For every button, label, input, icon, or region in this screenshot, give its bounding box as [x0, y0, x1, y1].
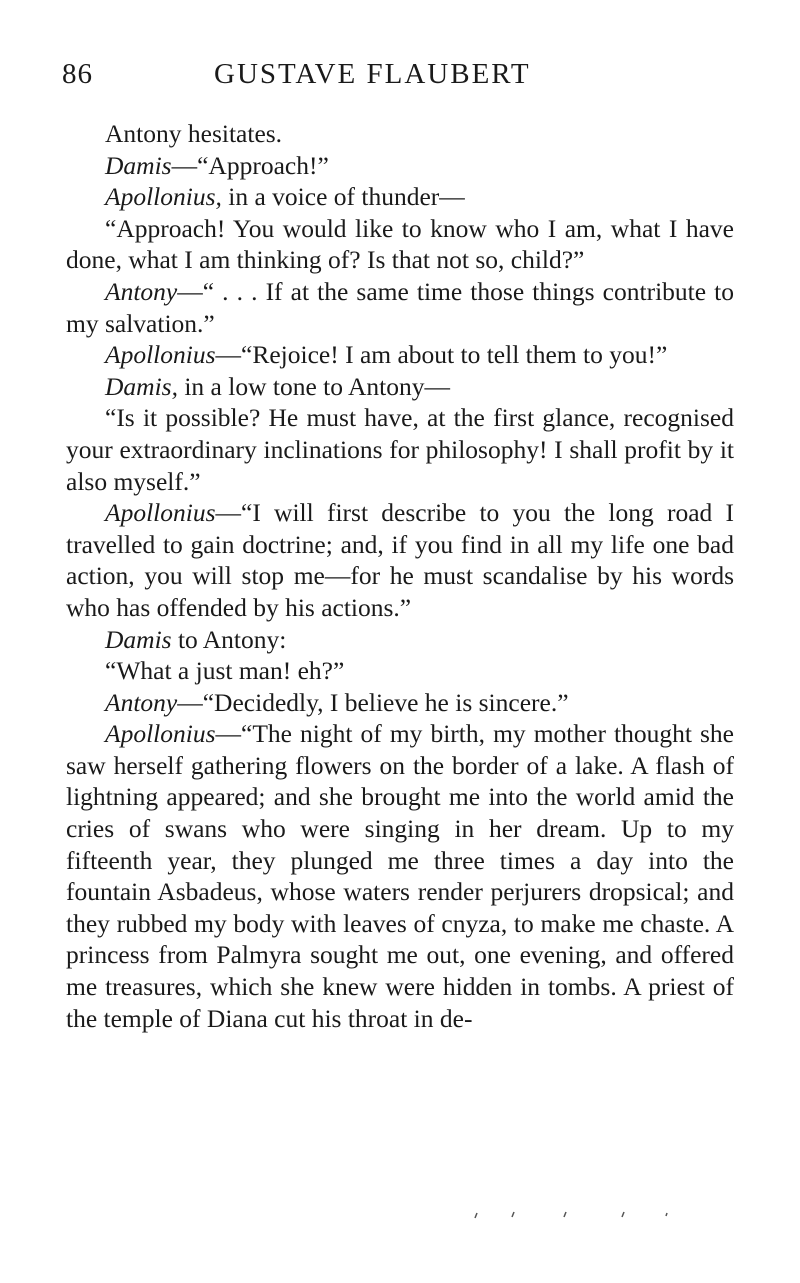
- signature-marks: [474, 1208, 674, 1222]
- speaker-name: Damis: [105, 150, 172, 180]
- paragraph-text: —“The night of my birth, my mother thought she saw herself gathering flowers on the border of a lake. A flash of lightning appeared; and she brought me into the world amid the cries of swans who were singing in her dream. Up to my fifteenth year, they plunged me three times a day into the fountain Asbadeus, whose waters render perjurers dropsical; and they rubbed my body with leaves of cnyza, to make me chaste. A princess from Palmyra sought me out, one evening, and offered me treasures, which she knew were hidden in tombs. A priest of the temple of Diana cut his throat in de-: [66, 719, 734, 1033]
- speaker-name: Apollonius: [105, 498, 216, 528]
- paragraph-text: Antony hesitates.: [105, 119, 283, 148]
- paragraph-text: —“I will first describe to you the long road I travelled to gain doctrine; and, if you find in all my life one bad action, you will stop me—for he must scandalise by his words who has offended by his actions.”: [66, 498, 734, 622]
- paragraph-text: —“ . . . If at the same time those things contribute to my salvation.”: [66, 276, 734, 338]
- speaker-name: Apollonius: [105, 719, 216, 749]
- paragraph: [66, 118, 734, 150]
- paragraph: [66, 339, 734, 371]
- paragraph: [66, 687, 734, 719]
- page-body: [66, 118, 734, 1034]
- paragraph: [66, 371, 734, 403]
- paragraph-text: “Is it possible? He must have, at the first glance, recognised your extraordinary inclinations for philosophy! I shall profit by it also myself.”: [66, 403, 734, 496]
- speaker-name: Antony: [105, 687, 178, 717]
- signature-marks-glyphs: [474, 1208, 674, 1222]
- paragraph: [66, 718, 734, 1034]
- paragraph-text: —“Rejoice! I am about to tell them to you!”: [215, 340, 668, 370]
- paragraph-text: to Antony:: [171, 624, 287, 654]
- paragraph-text: in a low tone to Antony—: [177, 371, 450, 401]
- paragraph: [66, 213, 734, 276]
- speaker-name: Apollonius: [105, 340, 216, 370]
- paragraph: [66, 402, 734, 497]
- paragraph-text: “What a just man! eh?”: [105, 656, 345, 686]
- paragraph: [66, 181, 734, 213]
- page-header: [62, 58, 742, 98]
- paragraph-text: in a voice of thunder—: [221, 182, 465, 212]
- speaker-name: Damis: [105, 624, 172, 654]
- page-number: 86: [62, 58, 93, 90]
- paragraph: [66, 150, 734, 182]
- speaker-name: Antony: [105, 276, 178, 306]
- paragraph-text: —“Approach!”: [171, 150, 329, 180]
- paragraph: [66, 624, 734, 656]
- paragraph: [66, 276, 734, 339]
- paragraph-text: —“Decidedly, I believe he is sincere.”: [177, 687, 569, 717]
- running-head: GUSTAVE FLAUBERT: [214, 58, 531, 90]
- paragraph: [66, 497, 734, 623]
- paragraph-text: “Approach! You would like to know who I am, what I have done, what I am thinking of? Is that not so, child?”: [66, 213, 734, 275]
- speaker-name: Apollonius,: [105, 182, 222, 212]
- speaker-name: Damis,: [105, 371, 178, 401]
- paragraph: [66, 655, 734, 687]
